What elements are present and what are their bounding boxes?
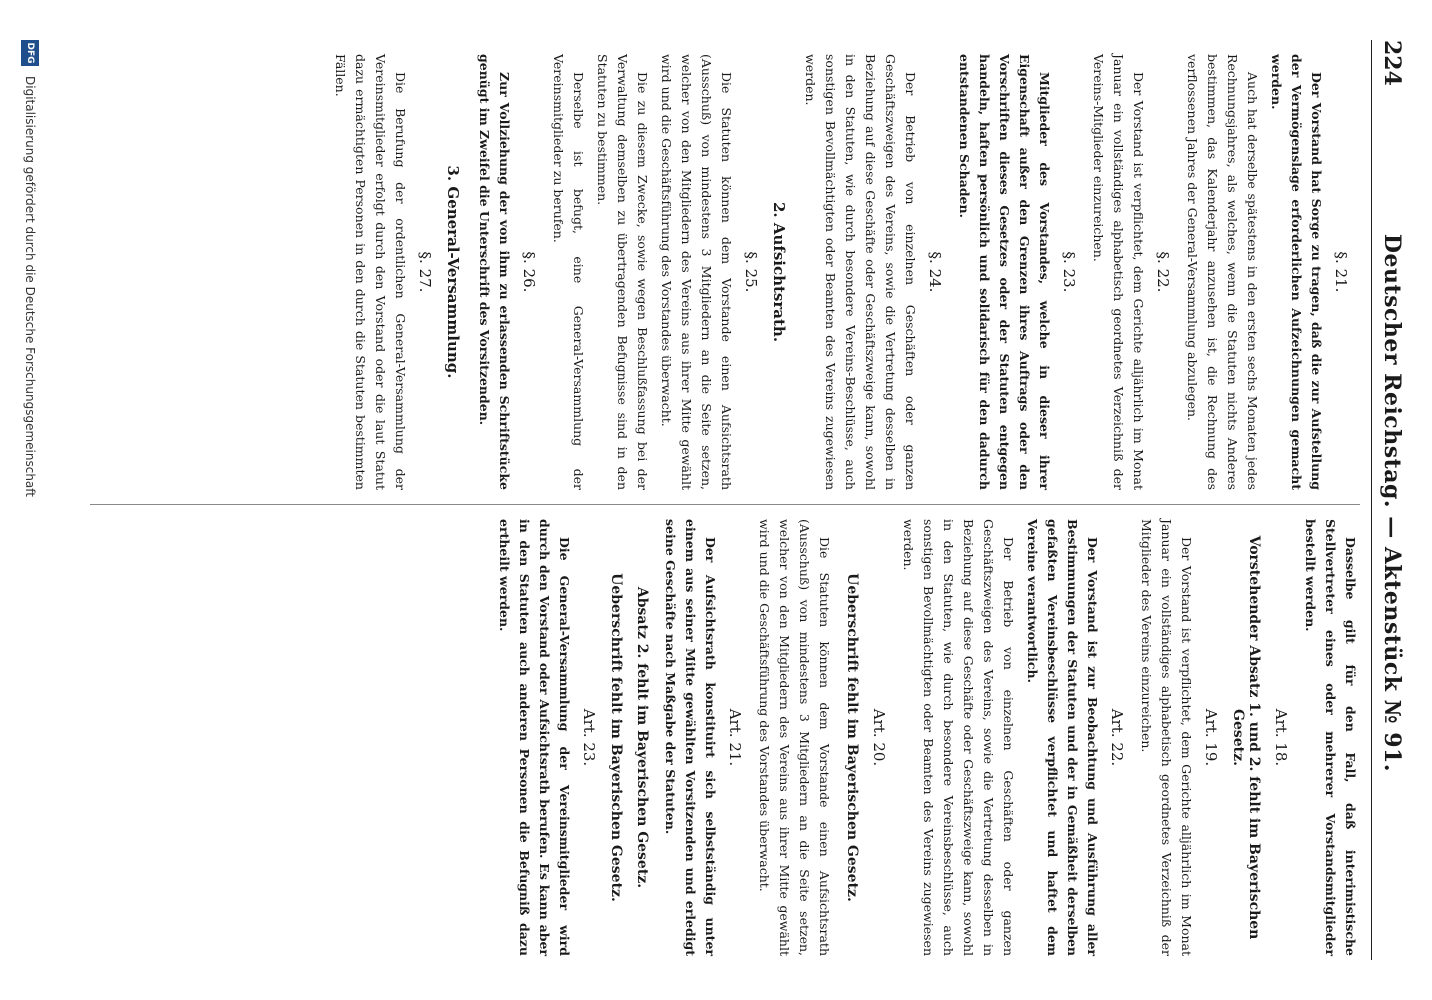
paragraph: Die General-Versammlung der Vereinsmitglieder wird durch den Vorstand oder Aufsichtsrath berufen. Es kann aber in den Statuten auch anderen Personen die Befugniß dazu ertheilt werden. <box>497 519 572 956</box>
paragraph: Der Vorstand ist verpflichtet, dem Gerichte alljährlich im Monat Januar ein vollständiges alphabetisch geordnetes Verzeichniß der Vereins-Mitglieder einzureichen. <box>1091 54 1146 490</box>
section-heading: Art. 19. <box>1202 708 1220 767</box>
editorial-note: Vorstehender Absatz 1. und 2. fehlt im Bayerischen Gesetz. <box>1230 535 1262 940</box>
paragraph: Derselbe ist befugt, eine General-Versammlung der Vereinsmitglieder zu berufen. <box>551 54 586 490</box>
part-heading: 2. Aufsichtsrath. <box>770 201 788 343</box>
section-heading: §. 21. <box>1332 251 1350 293</box>
paragraph: Auch hat derselbe spätestens in den ersten sechs Monaten jedes Rechnungsjahres, als welches, wenn die Statuten nichts Anderes bestimmen, das Kalenderjahr anzusehen ist, die Rechnung des verflossenen Jahres der General-Versammlung abzulegen. <box>1185 54 1260 490</box>
section-heading: Art. 20. <box>870 708 888 767</box>
part-heading: 3. General-Versammlung. <box>444 165 462 379</box>
paragraph: Der Vorstand hat Sorge zu tragen, daß die zur Aufstellung der Vermögenslage erforderlichen Aufzeichnungen gemacht werden. <box>1269 54 1324 490</box>
paragraph: Die Statuten können dem Vorstande einen Aufsichtsrath (Ausschuß) von mindestens 3 Mitgliedern an die Seite setzen, welcher von den Mitgliedern des Vereins aus ihrer Mitte gewählt wird und die Geschäftsführung des Vorstandes überwacht. <box>659 54 734 490</box>
paragraph: Mitglieder des Vorstandes, welche in dieser ihrer Eigenschaft außer den Grenzen ihres Auftrags oder den Vorschriften dieses Gesetzes oder der Statuten entgegen handeln, haften persönlich und solidarisch für den dadurch entstandenen Schaden. <box>957 54 1052 490</box>
paragraph: Die zu diesem Zwecke, sowie wegen Beschlußfassung bei der Verwaltung demselben zu übertragenden Befugnisse sind in den Statuten zu bestimmen. <box>595 54 650 490</box>
document-title: Deutscher Reichstag. — Aktenstück № 91. <box>1379 233 1405 773</box>
section-heading: Art. 23. <box>580 708 598 767</box>
paragraph: Der Betrieb von einzelnen Geschäften oder ganzen Geschäftszweigen des Vereins, sowie die Vertretung desselben in Beziehung auf diese Geschäfte oder Geschäftszweige kann, sowohl in den Statuten, wie durch besondere Vereins-Beschlüsse, auch sonstigen Bevollmächtigten oder Beamten des Vereins zugewiesen werden. <box>803 54 918 490</box>
section-heading: §. 24. <box>926 251 944 293</box>
section-heading: §. 23. <box>1060 251 1078 293</box>
section-heading: Art. 22. <box>1108 708 1126 767</box>
paragraph: Der Aufsichtsrath konstituirt sich selbstständig unter einem aus seiner Mitte gewählten Vorsitzenden und erledigt seine Geschäfte nach Maßgabe der Statuten. <box>663 519 718 956</box>
footer-text: Digitalisierung gefördert durch die Deutsche Forschungsgemeinschaft <box>23 76 37 498</box>
section-heading: §. 27. <box>416 251 434 293</box>
paragraph: Zur Vollziehung der von ihm zu erlassenden Schriftstücke genügt im Zweifel die Unterschrift des Vorsitzenden. <box>477 54 512 490</box>
page-number: 224 <box>1379 40 1405 86</box>
editorial-note: Ueberschrift fehlt im Bayerischen Gesetz. <box>608 573 624 902</box>
left-column <box>90 40 1360 505</box>
text-columns <box>90 40 1360 970</box>
dfg-logo-icon: DFG <box>21 40 39 66</box>
paragraph: Dasselbe gilt für den Fall, daß interimistische Stellvertreter eines oder mehrerer Vorstandsmitglieder bestellt werden. <box>1303 519 1358 956</box>
section-heading: Art. 21. <box>726 708 744 767</box>
section-heading: §. 25. <box>742 251 760 293</box>
editorial-note: Absatz 2. fehlt im Bayerischen Gesetz. <box>634 586 650 889</box>
paragraph: Der Vorstand ist zur Beobachtung und Ausführung aller Bestimmungen der Statuten und der in Gemäßheit derselben gefaßten Vereinsbeschlüsse verpflichtet und haftet dem Vereine verantwortlich. <box>1025 519 1100 956</box>
section-heading: §. 26. <box>520 251 538 293</box>
section-heading: Art. 18. <box>1272 708 1290 767</box>
paragraph: Der Betrieb von einzelnen Geschäften oder ganzen Geschäftszweigen des Vereins, sowie die Vertretung desselben in Beziehung auf diese Geschäfte oder Geschäftszweige kann, sowohl in den Statuten, wie durch besondere Vereinsbeschlüsse, auch sonstigen Bevollmächtigten oder Beamten des Vereins zugewiesen werden. <box>901 519 1016 956</box>
paragraph: Die Statuten können dem Vorstande einen Aufsichtsrath (Ausschuß) von mindestens 3 Mitgliedern an die Seite setzen, welcher von den Mitgliedern des Vereins aus ihrer Mitte gewählt wird und die Geschäftsführung des Vorstandes überwacht. <box>757 519 832 956</box>
paragraph: Der Vorstand ist verpflichtet, dem Gerichte alljährlich im Monat Januar ein vollständiges alphabetisch geordnetes Verzeichniß der Mitglieder des Vereins einzureichen. <box>1139 519 1194 956</box>
editorial-note: Ueberschrift fehlt im Bayerischen Gesetz. <box>844 573 860 902</box>
right-column <box>90 505 1360 970</box>
section-heading: §. 22. <box>1154 251 1172 293</box>
digitization-footer <box>10 40 50 970</box>
paragraph: Die Berufung der ordentlichen General-Versammlung der Vereinsmitglieder erfolgt durch den Vorstand oder die laut Statut dazu ermächtigten Personen in den durch die Statuten bestimmten Fällen. <box>333 54 408 490</box>
running-head <box>1371 40 1412 960</box>
